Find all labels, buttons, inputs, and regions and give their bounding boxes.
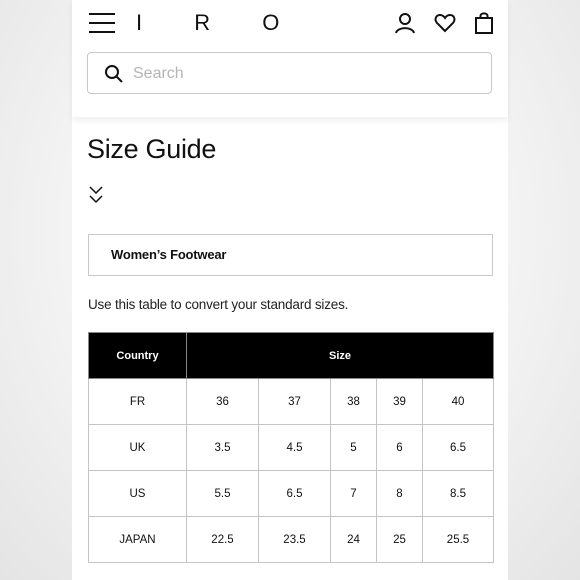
size-cell: 6.5: [259, 471, 331, 517]
size-cell: 36: [187, 379, 259, 425]
size-cell: 6.5: [423, 425, 494, 471]
intro-text: Use this table to convert your standard sizes.: [88, 297, 349, 312]
user-icon[interactable]: [394, 11, 416, 35]
hamburger-menu-icon[interactable]: [89, 13, 117, 33]
page: [72, 0, 508, 580]
table-row: [89, 379, 494, 425]
size-cell: 8.5: [423, 471, 494, 517]
size-cell: 39: [377, 379, 423, 425]
search-icon: [104, 64, 124, 84]
table-row: [89, 471, 494, 517]
country-cell: UK: [89, 425, 187, 471]
size-cell: 6: [377, 425, 423, 471]
search-input[interactable]: [131, 62, 475, 86]
size-cell: 5: [331, 425, 377, 471]
size-cell: 23.5: [259, 517, 331, 563]
table-row: [89, 517, 494, 563]
size-cell: 40: [423, 379, 494, 425]
size-cell: 7: [331, 471, 377, 517]
page-title: Size Guide: [87, 134, 217, 164]
table-header-row: [89, 333, 494, 379]
column-header-country: Country: [89, 333, 187, 379]
table-row: [89, 425, 494, 471]
double-chevron-down-icon[interactable]: [88, 184, 104, 206]
category-select[interactable]: [88, 234, 493, 276]
heart-icon[interactable]: [434, 11, 456, 35]
category-select-value: Women’s Footwear: [111, 247, 227, 262]
site-header: [72, 0, 508, 117]
country-cell: US: [89, 471, 187, 517]
brand-logo[interactable]: I R O: [136, 10, 303, 35]
size-cell: 24: [331, 517, 377, 563]
search-box[interactable]: [87, 52, 492, 94]
size-cell: 3.5: [187, 425, 259, 471]
size-cell: 22.5: [187, 517, 259, 563]
size-cell: 5.5: [187, 471, 259, 517]
country-cell: FR: [89, 379, 187, 425]
size-cell: 25.5: [423, 517, 494, 563]
column-header-size: Size: [187, 333, 494, 379]
size-cell: 38: [331, 379, 377, 425]
size-cell: 25: [377, 517, 423, 563]
size-cell: 4.5: [259, 425, 331, 471]
size-table: [88, 332, 494, 563]
country-cell: JAPAN: [89, 517, 187, 563]
size-cell: 8: [377, 471, 423, 517]
shopping-bag-icon[interactable]: [473, 11, 495, 35]
size-cell: 37: [259, 379, 331, 425]
